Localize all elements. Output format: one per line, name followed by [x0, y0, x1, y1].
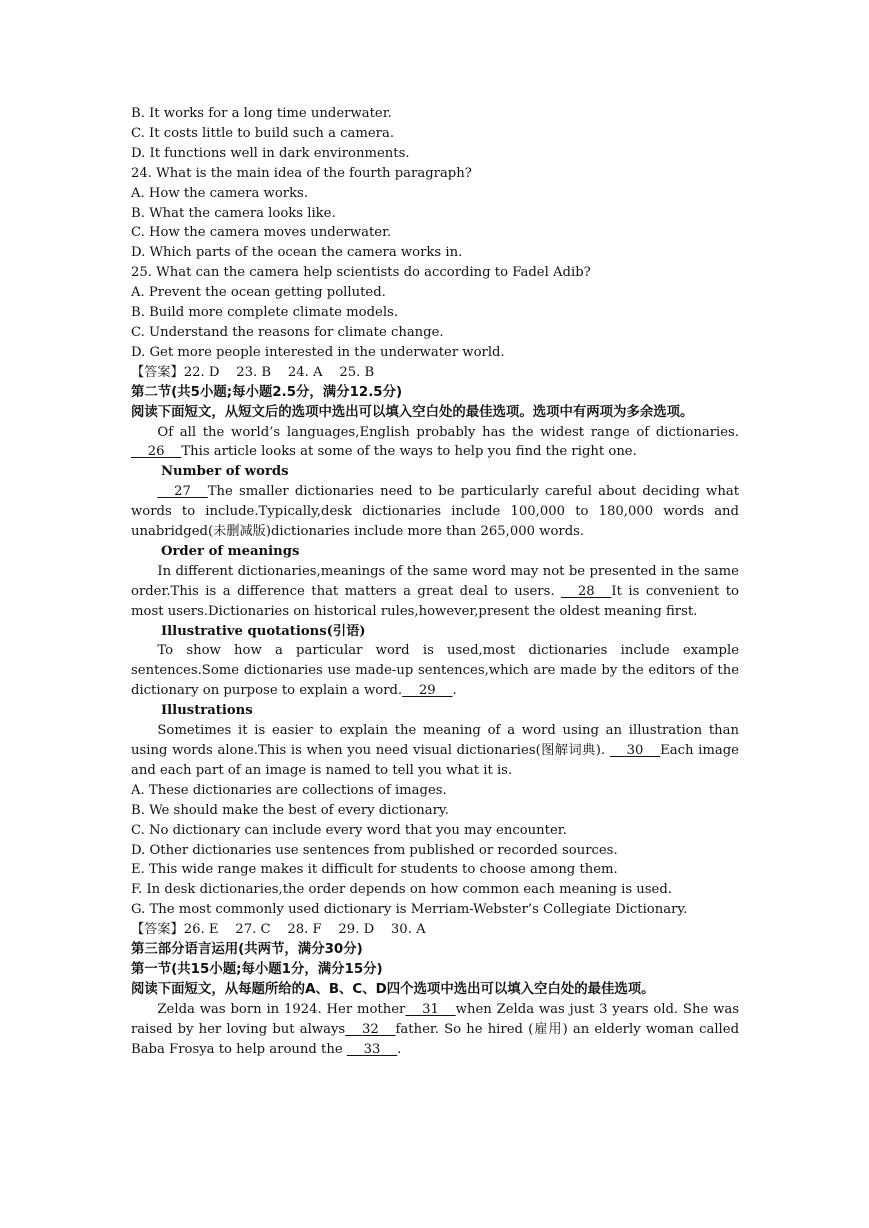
section-subtitle: 第一节(共15小题;每小题1分，满分15分) — [131, 961, 383, 977]
paragraph — [131, 721, 739, 781]
blank-30: 30 — [626, 743, 644, 758]
answer-key: 【答案】26. E 27. C 28. F 29. D 30. A — [131, 922, 426, 938]
option-line: E. This wide range makes it difficult for students to choose among them. — [131, 862, 618, 878]
subheading: Order of meanings — [161, 543, 300, 559]
paragraph-text: Sometimes it is easier to explain the meaning of a word using an illustration than using words alone.This is when you need visual dictionaries(图解词典). — [131, 723, 739, 758]
option-line: B. We should make the best of every dictionary. — [131, 802, 449, 818]
paragraph-text: In different dictionaries,meanings of the same word may not be presented in the same order.This is a difference that matters a great deal to users. — [131, 563, 739, 599]
paragraph — [131, 641, 739, 701]
option-line: D. Get more people interested in the underwater world. — [131, 344, 505, 360]
blank-33: 33 — [363, 1041, 381, 1057]
option-line: C. How the camera moves underwater. — [131, 225, 392, 241]
option-line: G. The most commonly used dictionary is Merriam-Webster’s Collegiate Dictionary. — [131, 902, 688, 918]
paragraph-text: The smaller dictionaries need to be particularly careful about deciding what words to include.Typically,desk dictionaries include 100,000 to 180,000 words and unabridged(未删减版)dictionaries include more than 265,000 words. — [131, 484, 739, 540]
document-page — [131, 104, 739, 1060]
paragraph — [131, 423, 739, 463]
paragraph — [131, 1000, 739, 1060]
section-title: 第三部分语言运用(共两节，满分30分) — [131, 942, 363, 958]
paragraph-text: Zelda was born in 1924. Her mother — [157, 1001, 406, 1017]
option-line: A. How the camera works. — [131, 185, 309, 201]
option-line: D. Other dictionaries use sentences from published or recorded sources. — [131, 842, 618, 858]
option-line: C. Understand the reasons for climate change. — [131, 324, 444, 340]
option-line: A. Prevent the ocean getting polluted. — [131, 285, 386, 301]
option-line: F. In desk dictionaries,the order depends on how common each meaning is used. — [131, 882, 672, 898]
section-instruction: 阅读下面短文，从每题所给的A、B、C、D四个选项中选出可以填入空白处的最佳选项。 — [131, 981, 655, 997]
option-line: A. These dictionaries are collections of images. — [131, 782, 447, 798]
section-instruction: 阅读下面短文，从短文后的选项中选出可以填入空白处的最佳选项。选项中有两项为多余选项。 — [131, 404, 694, 420]
option-line: D. It functions well in dark environments. — [131, 145, 410, 161]
subheading: Illustrations — [161, 703, 253, 719]
blank-29: 29 — [418, 683, 436, 699]
option-line: C. It costs little to build such a camera. — [131, 125, 395, 141]
option-line: B. It works for a long time underwater. — [131, 106, 392, 121]
paragraph-text: This article looks at some of the ways to help you find the right one. — [181, 444, 637, 460]
paragraph — [131, 482, 739, 542]
paragraph-text: It is convenient to most users.Dictionaries on historical rules,however,present the oldest meaning first. — [131, 583, 739, 619]
section-title: 第二节(共5小题;每小题2.5分，满分12.5分) — [131, 384, 403, 400]
punctuation: . — [452, 683, 457, 699]
blank-27: 27 — [174, 484, 191, 500]
option-line: B. Build more complete climate models. — [131, 305, 399, 321]
blank-31: 31 — [422, 1001, 439, 1017]
punctuation: . — [397, 1041, 402, 1057]
question-25 — [131, 263, 739, 363]
option-line: C. No dictionary can include every word that you may encounter. — [131, 822, 567, 838]
paragraph-text: To show how a particular word is used,most dictionaries include example sentences.Some dictionaries use made-up sentences,which are made by the editors of the dictionary on purpose to explain a word. — [131, 643, 739, 699]
paragraph-text: father. So he hired (雇用) an elderly woman called Baba Frosya to help around the — [131, 1021, 740, 1057]
subheading: Number of words — [161, 464, 289, 480]
question-text: 24. What is the main idea of the fourth paragraph? — [131, 165, 472, 181]
options-list — [131, 781, 739, 920]
paragraph-text: Each image and each part of an image is named to tell you what it is. — [131, 743, 739, 778]
blank-32: 32 — [361, 1021, 379, 1037]
paragraph — [131, 562, 739, 622]
blank-28: 28 — [577, 583, 595, 599]
paragraph-text: Of all the world’s languages,English probably has the widest range of dictionaries. — [157, 424, 739, 440]
answer-key: 【答案】22. D 23. B 24. A 25. B — [131, 364, 375, 380]
option-line: D. Which parts of the ocean the camera works in. — [131, 245, 463, 261]
question-24 — [131, 164, 739, 264]
paragraph-text: when Zelda was just 3 years old. She was raised by her loving but always — [131, 1001, 739, 1037]
q23-options — [131, 104, 739, 164]
blank-26: 26 — [147, 444, 165, 460]
option-line: B. What the camera looks like. — [131, 205, 336, 221]
subheading: Illustrative quotations(引语) — [161, 623, 366, 639]
question-text: 25. What can the camera help scientists do according to Fadel Adib? — [131, 265, 591, 281]
